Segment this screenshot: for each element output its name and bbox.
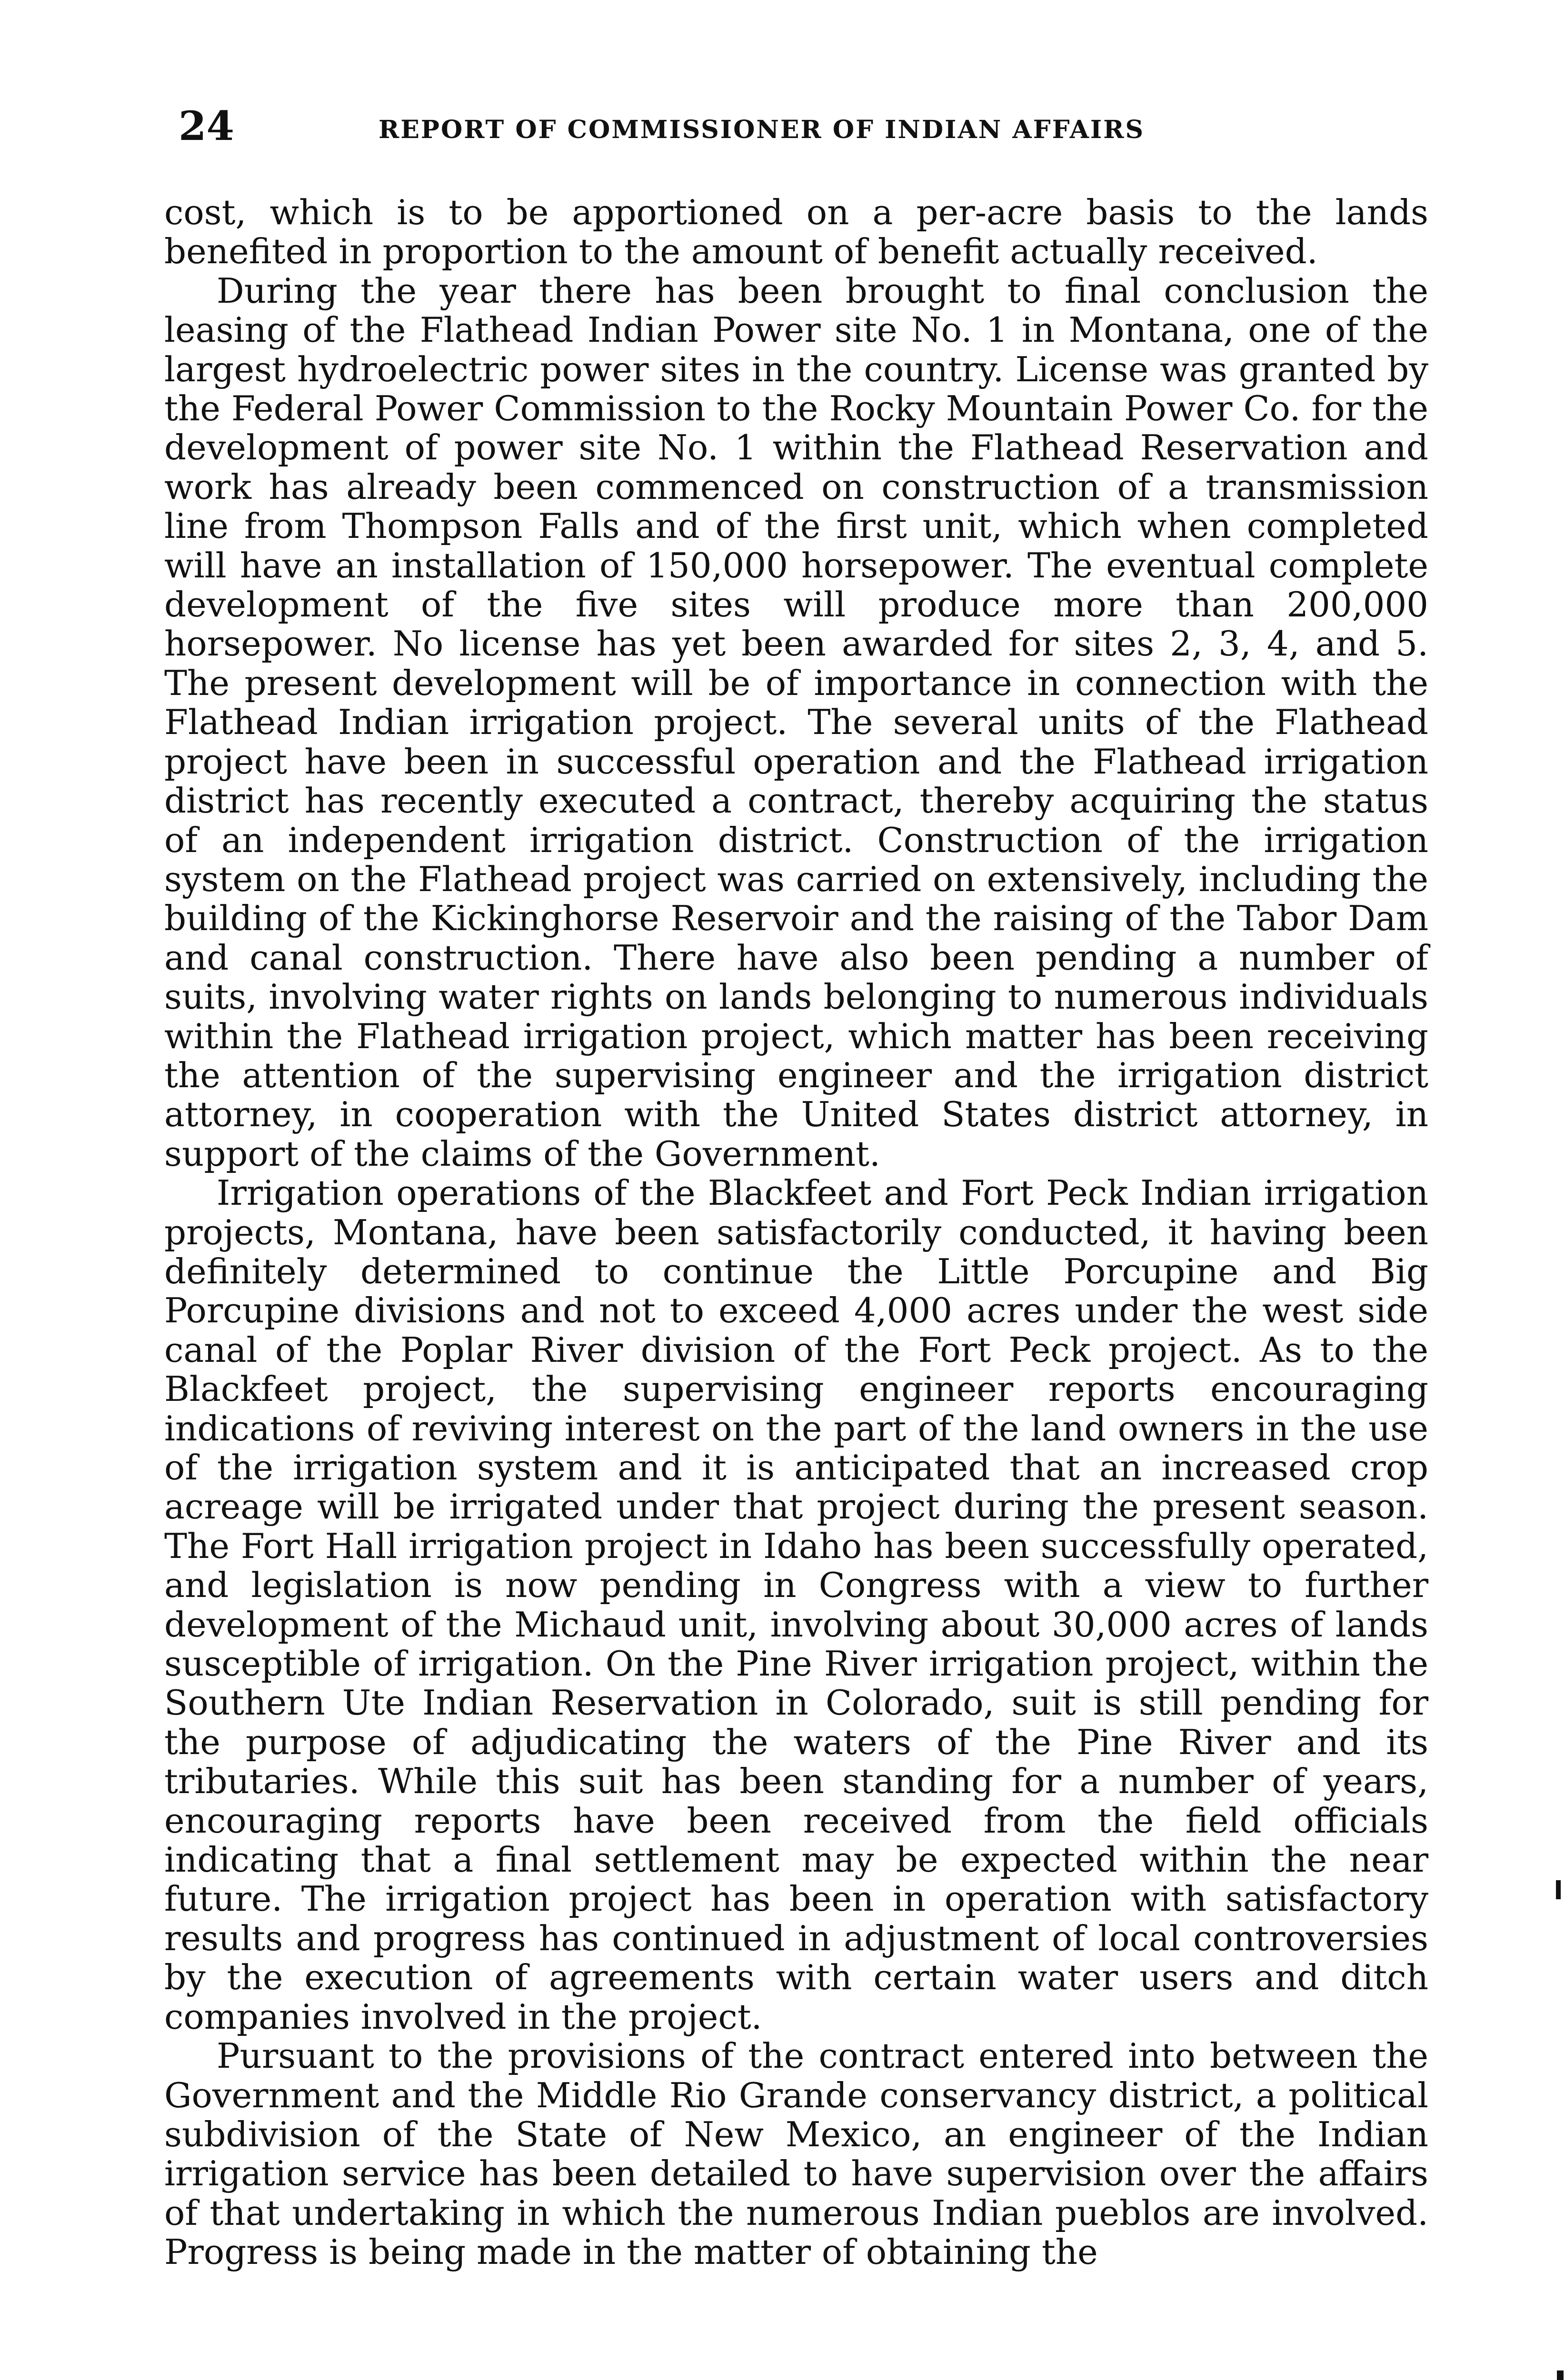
scan-edge-mark	[1556, 1880, 1561, 1899]
page-number: 24	[179, 102, 234, 149]
running-title: REPORT OF COMMISSIONER OF INDIAN AFFAIRS	[379, 115, 1145, 144]
page-header	[179, 102, 1435, 159]
paragraph-continued: cost, which is to be apportioned on a per-acre basis to the lands benefited in proportion to the amount of benefit actually received.	[164, 192, 1428, 272]
body-text	[164, 193, 1428, 2272]
paragraph-irrigation-operations: Irrigation operations of the Blackfeet and Fort Peck Indian irrigation projects, Montana, have been satisfactorily conducted, it having been definitely determined to continue the Little Porcupine and Big Porcupine divisions and not to exceed 4,000 acres under the west side canal of the Poplar River division of the Fort Peck project. As to the Blackfeet project, the supervising engineer reports encouraging indications of reviving interest on the part of the land owners in the use of the irrigation system and it is anticipated that an increased crop acreage will be irrigated under that project during the present season. The Fort Hall irrigation project in Idaho has been successfully operated, and legislation is now pending in Congress with a view to further development of the Michaud unit, involving about 30,000 acres of lands susceptible of irrigation. On the Pine River irrigation project, within the Southern Ute Indian Reservation in Colorado, suit is still pending for the purpose of adjudicating the waters of the Pine River and its tributaries. While this suit has been standing for a number of years, encouraging reports have been received from the field officials indicating that a final settlement may be expected within the near future. The irrigation project has been in operation with satisfactory results and progress has continued in adjustment of local controversies by the execution of agreements with certain water users and ditch companies involved in the project.	[164, 1173, 1428, 2037]
paragraph-rio-grande: Pursuant to the provisions of the contract entered into between the Government and the Middle Rio Grande conservancy district, a political subdivision of the State of New Mexico, an engineer of the Indian irrigation service has been detailed to have supervision over the affairs of that undertaking in which the numerous Indian pueblos are involved. Progress is being made in the matter of obtaining the	[164, 2036, 1428, 2272]
scan-edge-bar	[1557, 2370, 1564, 2380]
paragraph-flathead-power: During the year there has been brought to final conclusion the leasing of the Flathead Indian Power site No. 1 in Montana, one of the largest hydroelectric power sites in the country. License was granted by the Federal Power Commission to the Rocky Mountain Power Co. for the development of power site No. 1 within the Flathead Reservation and work has already been commenced on construction of a transmission line from Thompson Falls and of the first unit, which when completed will have an installation of 150,000 horsepower. The eventual complete development of the five sites will produce more than 200,000 horsepower. No license has yet been awarded for sites 2, 3, 4, and 5. The present development will be of importance in connection with the Flathead Indian irrigation project. The several units of the Flathead project have been in successful operation and the Flathead irrigation district has recently executed a contract, thereby acquiring the status of an independent irrigation district. Construction of the irrigation system on the Flathead project was carried on extensively, including the building of the Kickinghorse Reservoir and the raising of the Tabor Dam and canal construction. There have also been pending a number of suits, involving water rights on lands belonging to numerous individuals within the Flathead irrigation project, which matter has been receiving the attention of the supervising engineer and the irrigation district attorney, in cooperation with the United States district attorney, in support of the claims of the Government.	[164, 270, 1428, 1174]
